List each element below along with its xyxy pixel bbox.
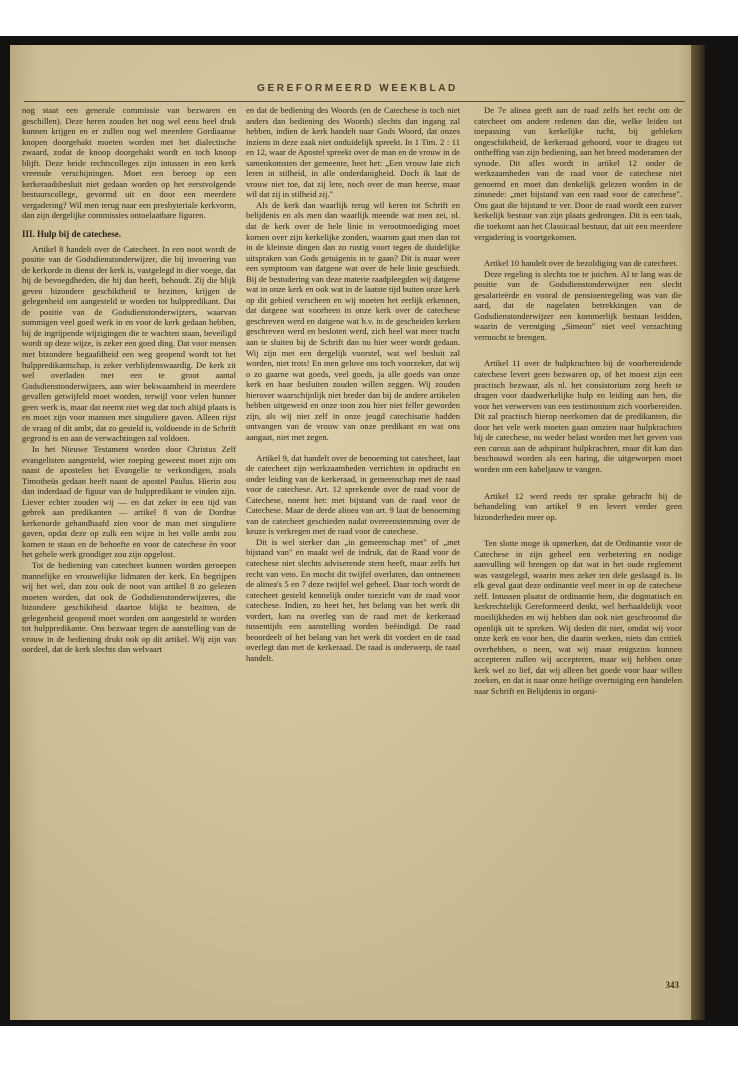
binding-edge: [691, 45, 705, 1020]
paragraph: Artikel 8 handelt over de Catecheet. In een noot wordt de positie van de Godsdienstonderwijzer, die bij invoering van de kerkorde in dienst der kerk is, vastgelegd in dier voege, dat hij de bevoegdheden, die hij dan heeft, behoudt. Zij die blijk geven bizondere geschiktheid te bezitten, krijgen de gelegenheid om aangesteld te worden tot hulppredikant. Dat de positie van de Godsdienstonderwijzers, waarvan sommigen veel goed werk in en voor de kerk gedaan hebben, bij de ingrijpende wijzigingen die te wachten staan, beveiligd wordt op deze wijze, is zeker een goed ding. Dat voor mensen met bizondere begaafdheid een weg geopend wordt tot het hulppredikantschap, is zeker verblijdenswaardig. De kerk zit wel overladen met een te groot aantal Godsdienstonderwijzers, aan wier bekwaamheid in meerdere gevallen getwijfeld moet worden, terwijl voor velen hunner geen werk is, maar dat neemt niet weg dat toch altijd plaats is en moet zijn voor mannen met singuliere gaven. Alleen rijst de vraag of dit ambt, dat zo gesteld is, voldoende in de Schrift gegrond is en aan de verwachtingen zal voldoen.: [22, 243, 236, 444]
paragraph-spacer: [246, 443, 460, 453]
paragraph: Dit is wel sterker dan „in gemeenschap met" of „met bijstand van" en maakt wel de indruk, dat de Raad voor de catechese niet slechts adviserende stem heeft, maar zelfs het recht van veto. En mocht dit twijfel overlaten, dan ontnemen de alinea's 5 en 7 deze twijfel wel geheel. Daar toch wordt de catecheet gesteld kennelijk onder toezicht van de raad voor catechese. Indien, zo heet het, het belang van het werk dit vordert, kan na overleg van de raad met de kerkeraad tussentijds een aanstelling worden beëindigd. De raad beoordeelt of het belang van het werk dit vordert en de raad overlegt dan met de kerkeraad. De raad is onderwerp, de raad handelt.: [246, 536, 460, 663]
paragraph: De 7e alinea geeft aan de raad zelfs het recht om de catecheet om andere redenen dan die, welke leiden tot toepassing van kerkelijke tucht, bij gebleken ongeschiktheid, de kerkeraad gehoord, voor te dragen tot ontheffing van zijn bediening, aan het breed moderamen der synode. Dit alles wordt in artikel 12 onder de werkzaamheden van de raad voor de catechese niet genoemd en moet dan denkelijk gelezen worden in de zinsnede: „met bijstand van een raad voor de catechese". Ons gaat die bijstand te ver. Door de raad wordt een zuiver kerkelijk bestuur van zijn plaats gedrongen. Dit is een taak, die toekomt aan het Classicaal bestuur, dat uit een meerdere vergadering is voortgekomen.: [474, 105, 682, 242]
column-left: [22, 105, 236, 985]
paragraph: Deze regeling is slechts toe te juichen. Al te lang was de positie van de Godsdienstonderwijzer een slecht gesalarieërde en vooral de pensioenregeling was van die aard, dat de nagelaten betrekkingen van de Godsdienstonderwijzer een kommerlijk bestaan leidden, waarin de vereniging „Simeon" niet veel verzachting vermocht te brengen.: [474, 268, 682, 342]
paragraph: Artikel 12 werd reeds ter sprake gebracht bij de behandeling van artikel 9 en levert verder geen bizonderheden meer op.: [474, 490, 682, 522]
section-heading: III. Hulp bij de catechese.: [22, 229, 121, 240]
paragraph: Artikel 9, dat handelt over de benoeming tot catecheet, laat de catecheet zijn werkzaamheden verrichten in opdracht en onder leiding van de kerkeraad, in gemeenschap met de raad voor de catechese. Art. 12 sprekende over de raad voor de Catechese, noemt het: met bijstand van de raad voor de Catechese. Maar de derde alinea van art. 9 laat de benoeming van de catecheet geschieden nadat overeenstemming over de keuze is verkregen met de raad voor de catechese.: [246, 452, 460, 537]
column-right: [474, 105, 682, 985]
paragraph: en dat de bediening des Woords (en de Catechese is toch niet anders dan bediening des Woords) slechts dan ingang zal hebben, indien de kerk handelt naar Gods Woord, dat onzes inziens in deze zaak niet onduidelijk spreekt. In 1 Tim. 2 : 11 en 12, waar de Apostel spreekt over de man en de vrouw in de samenkomsten der gemeente, heet het: „Een vrouw late zich leren in stilheid, in alle onderdanigheid. Doch ik laat de vrouw niet toe, dat zij lere, noch over de man heerse, maar wil dat zij in stilheid zij.": [246, 105, 460, 200]
paragraph-spacer: [474, 242, 682, 258]
running-header: GEREFORMEERD WEEKBLAD: [257, 83, 458, 94]
paragraph-spacer: [474, 342, 682, 358]
magazine-page: [10, 45, 705, 1020]
paragraph: Artikel 10 handelt over de bezoldiging van de catecheet.: [484, 258, 678, 269]
paragraph-spacer: [474, 475, 682, 491]
column-middle: [246, 105, 460, 985]
paragraph: Als de kerk dan waarlijk terug wil keren tot Schrift en belijdenis en als men dan waarlijk meende wat men zei, nl. dat de kerk over de hele linie in verootmoediging moet komen over zijn kerkelijke zonden, waarom gaat men dan tot in de kleinste dingen dan zo rustig voort tegen de duidelijke uitspraken van Gods getuigenis in te gaan? Dit is maar weer een symptoom van datgene wat over de hele linie geschiedt. Bij de bestudering van deze materie raadpleegden wij datgene wat in onze kerk en ook wat in de laatste tijd buiten onze kerk op dit gebied verscheen en wij moeten het eerlijk erkennen, dat datgene wat voorheen in onze kerk over de catechese geschreven werd en datgene wat b.v. in de gescheiden kerken geschreven werd en besloten werd, zich heel wat meer tracht aan te sluiten bij de Schrift dan nu hier weer wordt gedaan. Wij zijn met een dergelijk voorstel, wat wel besluit zal worden, niet trots! En men gelove ons toch voorzeker, dat wij o zo gaarne wat goeds, veel goeds, ja alle goeds van onze kerk en haar besluiten zouden willen zeggen. Wij zouden hierover waarschijnlijk niet breder dan bij de andere artikelen hebben uitgeweid en onze toon zou hier niet feller geworden zijn, als wij niet zelf in onze jeugd catechisatie hadden ontvangen van de vrouw van onze predikant en wat ons aangaat, niet met zegen.: [246, 199, 460, 442]
page-number: 343: [665, 980, 679, 990]
paragraph: Artikel 11 over de hulpkrachten bij de voorbereidende catechese levert geen bezwaren op, of het moest zijn een practisch bezwaar, als nl. het consistorium zorg heeft te dragen voor daadwerkelijke hulp en leiding aan hen, die voor het verwerven van een testimonium zich voorbereiden. Dit zal practisch hierop neerkomen dat de predikanten, die door het vele werk moeten gaan omzien naar hulpkrachten bij de catechese, nu weder belast worden met het geven van een cursus aan de adspirant hulpkrachten, maar dit kan dan beschouwd worden als een haring, die uitgeworpen moet worden om een kabeljauw te vangen.: [474, 358, 682, 474]
paragraph: nog staat een generale commissie van bezwaren en geschillen). Deze heren zouden het nog wel eens heel druk kunnen krijgen en er zullen nog wel meerdere Gordiaanse knopen doorgehakt moeten worden met het dialectische zwaard, zodat de knoop doorgehakt wordt en toch knoop blijft. Deze beide rechtscolleges zijn intussen in een kerk vreemde verschijningen. Moet een beroep op een kerkeraadsbesluit niet gedaan worden op het eerstvolgende bestuurscollege, gevormd uit en door een meerdere vergadering? Wil men terug naar een presbyteriale kerkvorm, dan zijn dergelijke commissies ontoelaatbare figuren.: [22, 105, 236, 221]
paragraph: Tot de bediening van catecheet kunnen worden geroepen mannelijke en vrouwelijke lidmaten der kerk. En begrijpen wij het wel, dan zou ook de noot van artikel 8 zo gelezen moeten worden, dat ook de Godsdienstonderwijzeres, die bizondere geschiktheid daartoe blijkt te bezitten, de gelegenheid geopend moet worden om aangesteld te worden tot hulppredikante. Ons bezwaar tegen de aanstelling van de vrouw in de bediening drukt ook op dit artikel. Wij zijn van oordeel, dat de kerk slechts dan welvaart: [22, 559, 236, 655]
paragraph: Ten slotte moge ik opmerken, dat de Ordinantie voor de Catechese in zijn geheel een verbetering en nodige aanvulling wil brengen op dat wat in het oude reglement was vastgelegd, waarin men zeker ten dele geslaagd is. In elk geval gaat deze ordinantie veel meer in op de catechese zelf. Intussen plaatst de ordinantie hem, die dogmatisch en kerkrechtelijk Gereformeerd denkt, wel herhaaldelijk voor moeilijkheden en wij hebben dan ook niet geschroomd die openlijk uit te spreken. Wij deden dit niet, omdat wij voor onze kerk en voor hen, die daarin werken, niets dan critiek overhebben, o neen, wat wij maar enigszins kunnen accepteren zullen wij accepteren, maar wij hebben onze kerk wel zo lief, dat wij alleen het goede voor haar willen zoeken, en dat is naar onze heilige overtuiging een handelen naar Schrift en Belijdenis in organi-: [474, 538, 682, 696]
header-rule: [24, 101, 685, 102]
paragraph-spacer: [474, 522, 682, 538]
paragraph: In het Nieuwe Testament worden door Christus Zelf evangelisten aangesteld, wier roeping geweest moet zijn om naast de apostelen het Evangelie te verkondigen, zoals Timotheüs gedaan heeft naast de apostel Paulus. Hierin zou dan inderdaad de figuur van de hulppredikant te vinden zijn. Liever echter zouden wij — en dat zeker in een tijd van gebrek aan predikanten — artikel 8 van de Dordtse kerkenorde gehandhaafd zien voor de man met singuliere gaven, opdat deze op zulk een wijze in het volle ambt zou komen te staan en de behoefte en voor de catechese èn voor het gehele werk grondiger zou zijn opgelost.: [22, 443, 236, 560]
